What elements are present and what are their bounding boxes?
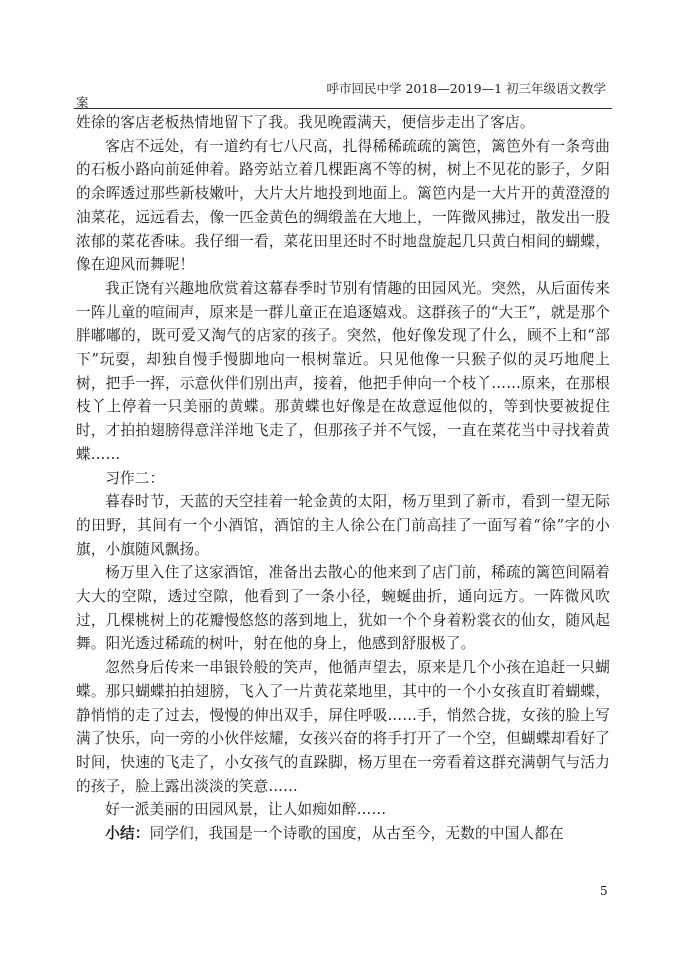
summary-label: 小结： — [105, 825, 150, 843]
paragraph-1: 姓徐的客店老板热情地留下了我。我见晚霞满天，便信步走出了客店。 — [76, 114, 535, 131]
paragraph-8: 好一派美丽的田园风景，让人如痴如醉…… — [105, 801, 387, 819]
summary-text: 同学们，我国是一个诗歌的国度，从古至今，无数的中国人都在 — [149, 825, 564, 843]
exercise-two-heading: 习作二： — [105, 469, 165, 487]
header-rule — [74, 108, 612, 109]
paragraph-3: 我正饶有兴趣地欣赏着这幕春季时节别有情趣的田园风光。突然，从后面传来一阵儿童的喧闹声，原来是一群儿童正在追逐嬉戏。这群孩子的“大王”，就是那个胖嘟嘟的，既可爱又淘气的店家的孩子。突然，他好像发现了什么，顾不上和“部下”玩耍，却独自慢手慢脚地向一根树靠近。只见他像一只猴子似的灵巧地爬上树，把手一挥，示意伙伴们别出声，接着，他把手伸向一个枝丫……原来，在那根枝丫上停着一只美丽的黄蝶。那黄蝶也好像是在故意逗他似的，等到快要被捉住时，才拍拍翅膀得意洋洋地飞走了，但那孩子并不气馁，一直在菜花当中寻找着黄蝶…… — [76, 279, 610, 463]
paragraph-6: 杨万里入住了这家酒馆，准备出去散心的他来到了店门前，稀疏的篱笆间隔着大大的空隙，透过空隙，他看到了一条小径，蜿蜒曲折，通向远方。一阵微风吹过，几棵桃树上的花瓣慢悠悠的落到地上，犹如一个个身着粉裳衣的仙女，随风起舞。阳光透过稀疏的树叶，射在他的身上，他感到舒服极了。 — [76, 564, 610, 653]
page-number: 5 — [600, 884, 608, 898]
paragraph-5: 暮春时节，天蓝的天空挂着一轮金黄的太阳，杨万里到了新市，看到一望无际的田野，其间有一个小酒馆，酒馆的主人徐公在门前高挂了一面写着“徐”字的小旗，小旗随风飘扬。 — [76, 493, 610, 558]
header-continuation: 案 — [76, 95, 89, 110]
document-body — [76, 111, 610, 846]
header-school-course: 呼市回民中学 2018—2019—1 初三年级语文教学 — [326, 81, 606, 96]
paragraph-7: 忽然身后传来一串银铃般的笑声，他循声望去，原来是几个小孩在追赶一只蝴蝶。那只蝴蝶拍拍翅膀，飞入了一片黄花菜地里，其中的一个小女孩直盯着蝴蝶，静悄悄的走了过去，慢慢的伸出双手，屏住呼吸……手，悄然合拢，女孩的脸上写满了快乐，向一旁的小伙伴炫耀，女孩兴奋的将手打开了一个空，但蝴蝶却看好了时间，快速的飞走了，小女孩气的直跺脚，杨万里在一旁看着这群充满朝气与活力的孩子，脸上露出淡淡的笑意…… — [76, 659, 610, 795]
summary-paragraph — [76, 822, 610, 846]
paragraph-2: 客店不远处，有一道约有七八尺高，扎得稀稀疏疏的篱笆，篱笆外有一条弯曲的石板小路向前延伸着。路旁站立着几棵距离不等的树，树上不见花的影子，夕阳的余晖透过那些新枝嫩叶，大片大片地投到地面上。篱笆内是一大片开的黄澄澄的油菜花，远远看去，像一匹金黄色的绸缎盖在大地上，一阵微风拂过，散发出一股浓郁的菜花香味。我仔细一看，菜花田里还时不时地盘旋起几只黄白相间的蝴蝶，像在迎风而舞呢！ — [76, 137, 610, 274]
